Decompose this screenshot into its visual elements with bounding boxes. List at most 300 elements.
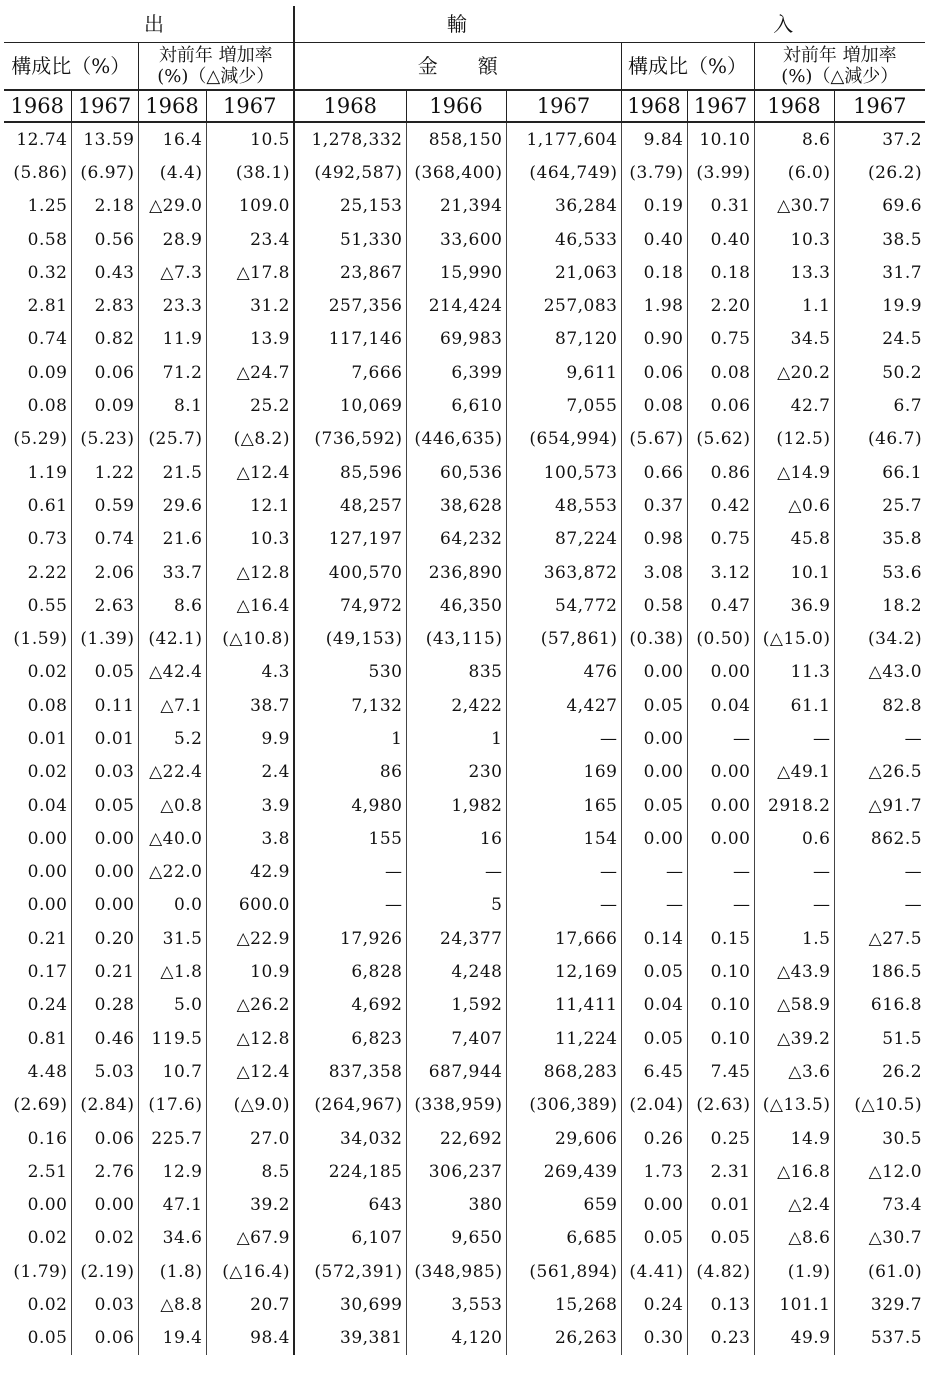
table-cell: 687,944 xyxy=(406,1055,506,1088)
table-cell: 0.02 xyxy=(27,1228,68,1249)
table-row xyxy=(4,989,925,1022)
table-cell: △20.2 xyxy=(754,356,834,389)
table-cell: 12,169 xyxy=(506,955,621,988)
table-cell: △2.4 xyxy=(754,1189,834,1222)
table-cell: 0.13 xyxy=(687,1288,754,1321)
table-cell: (2.84) xyxy=(71,1089,138,1122)
table-cell: 7,132 xyxy=(294,689,406,722)
table-cell: 476 xyxy=(506,656,621,689)
table-cell: 230 xyxy=(406,756,506,789)
table-cell: 51.5 xyxy=(834,1022,925,1055)
table-cell: — xyxy=(506,722,621,755)
table-cell: 0.05 xyxy=(621,1222,687,1255)
table-cell: 2.76 xyxy=(71,1155,138,1188)
table-cell: △8.6 xyxy=(754,1222,834,1255)
table-cell: 5.03 xyxy=(71,1055,138,1088)
table-cell: 4,427 xyxy=(506,689,621,722)
table-cell: 6,107 xyxy=(294,1222,406,1255)
table-cell: 17,926 xyxy=(294,922,406,955)
table-cell: △67.9 xyxy=(206,1222,294,1255)
table-cell: △30.7 xyxy=(834,1222,925,1255)
table-cell: 23,867 xyxy=(294,256,406,289)
table-cell: 8.1 xyxy=(138,389,206,422)
table-cell: 0.08 xyxy=(687,356,754,389)
table-cell: 24.5 xyxy=(834,323,925,356)
table-cell: △14.9 xyxy=(754,456,834,489)
table-cell: 31.7 xyxy=(834,256,925,289)
table-cell: 0.00 xyxy=(621,822,687,855)
table-cell: (348,985) xyxy=(406,1255,506,1288)
table-cell: 6,399 xyxy=(406,356,506,389)
import-title xyxy=(294,6,925,43)
table-cell: 30.5 xyxy=(834,1122,925,1155)
table-cell: (5.86) xyxy=(13,162,68,183)
table-cell: 33.7 xyxy=(138,556,206,589)
table-cell: — xyxy=(621,856,687,889)
table-cell: 10.5 xyxy=(206,122,294,156)
table-cell: 2918.2 xyxy=(754,789,834,822)
table-cell: 21,394 xyxy=(406,190,506,223)
table-cell: 0.20 xyxy=(71,922,138,955)
table-cell: 2.31 xyxy=(687,1155,754,1188)
table-cell: 6.7 xyxy=(834,389,925,422)
table-cell: 46,350 xyxy=(406,589,506,622)
table-cell: 29.6 xyxy=(138,489,206,522)
table-cell: 9,650 xyxy=(406,1222,506,1255)
table-cell: 10.3 xyxy=(206,523,294,556)
table-cell: (6.97) xyxy=(71,156,138,189)
table-cell: 73.4 xyxy=(834,1189,925,1222)
table-cell: 0.00 xyxy=(27,1195,68,1216)
table-cell: (4.82) xyxy=(687,1255,754,1288)
year-header-cell: 1968 xyxy=(138,90,206,122)
table-cell: 0.00 xyxy=(27,828,68,849)
table-cell: (368,400) xyxy=(406,156,506,189)
table-cell: 0.21 xyxy=(27,928,68,949)
table-cell: 0.02 xyxy=(27,662,68,683)
table-cell: 0.08 xyxy=(27,396,68,417)
table-cell: (736,592) xyxy=(294,423,406,456)
table-cell: 0.05 xyxy=(27,1328,68,1349)
import-growth-header xyxy=(754,43,925,91)
table-cell: (4.4) xyxy=(138,156,206,189)
table-row xyxy=(4,223,925,256)
table-cell: 8.6 xyxy=(138,589,206,622)
table-cell: — xyxy=(754,889,834,922)
table-cell: 0.04 xyxy=(27,795,68,816)
table-cell: 0.00 xyxy=(71,822,138,855)
table-cell: 61.1 xyxy=(754,689,834,722)
table-cell: 71.2 xyxy=(138,356,206,389)
table-cell: 9.84 xyxy=(621,122,687,156)
table-cell: — xyxy=(294,856,406,889)
table-cell: (1.79) xyxy=(13,1261,68,1282)
table-cell: 2.18 xyxy=(71,190,138,223)
table-cell: (2.63) xyxy=(687,1089,754,1122)
table-row xyxy=(4,1089,925,1122)
table-cell: 17,666 xyxy=(506,922,621,955)
table-cell: 10.10 xyxy=(687,122,754,156)
export-growth-header xyxy=(138,43,294,91)
table-cell: △30.7 xyxy=(754,190,834,223)
year-header-cell: 1968 xyxy=(621,90,687,122)
year-header-cell: 1967 xyxy=(834,90,925,122)
table-cell: 26.2 xyxy=(834,1055,925,1088)
table-cell: 0.24 xyxy=(621,1288,687,1321)
export-share-header: 構成比（%） xyxy=(4,43,138,91)
table-cell: 2.06 xyxy=(71,556,138,589)
table-cell: 186.5 xyxy=(834,955,925,988)
table-cell: 23.3 xyxy=(138,289,206,322)
table-cell: 87,224 xyxy=(506,523,621,556)
table-cell: 0.00 xyxy=(621,722,687,755)
table-cell: 29,606 xyxy=(506,1122,621,1155)
table-cell: 38.7 xyxy=(206,689,294,722)
table-cell: — xyxy=(506,889,621,922)
table-cell: △7.3 xyxy=(138,256,206,289)
table-cell: 0.55 xyxy=(27,595,68,616)
table-row xyxy=(4,1322,925,1355)
table-cell: 0.00 xyxy=(687,822,754,855)
table-cell: △8.8 xyxy=(138,1288,206,1321)
table-cell: 868,283 xyxy=(506,1055,621,1088)
table-cell: 0.06 xyxy=(621,356,687,389)
table-cell: 0.03 xyxy=(71,1288,138,1321)
table-cell: 14.9 xyxy=(754,1122,834,1155)
table-cell: 4,248 xyxy=(406,955,506,988)
table-cell: 0.74 xyxy=(71,523,138,556)
table-cell: 0.11 xyxy=(71,689,138,722)
table-cell: (0.38) xyxy=(621,622,687,655)
table-cell: 1.98 xyxy=(621,289,687,322)
table-cell: 0.32 xyxy=(27,262,68,283)
table-cell: 0.56 xyxy=(71,223,138,256)
table-cell: (6.0) xyxy=(754,156,834,189)
table-cell: 0.02 xyxy=(27,1295,68,1316)
table-cell: 858,150 xyxy=(406,122,506,156)
table-cell: 0.00 xyxy=(687,756,754,789)
table-cell: 109.0 xyxy=(206,190,294,223)
table-cell: 30,699 xyxy=(294,1288,406,1321)
table-row xyxy=(4,1222,925,1255)
table-cell: 643 xyxy=(294,1189,406,1222)
table-cell: (61.0) xyxy=(834,1255,925,1288)
table-cell: 0.43 xyxy=(71,256,138,289)
table-cell: △39.2 xyxy=(754,1022,834,1055)
table-cell: 7,407 xyxy=(406,1022,506,1055)
table-cell: (34.2) xyxy=(834,622,925,655)
table-cell: (26.2) xyxy=(834,156,925,189)
table-cell: 16 xyxy=(406,822,506,855)
table-cell: (3.99) xyxy=(687,156,754,189)
table-cell: 0.02 xyxy=(71,1222,138,1255)
table-cell: 69,983 xyxy=(406,323,506,356)
table-cell: (4.41) xyxy=(621,1255,687,1288)
table-cell: (△15.0) xyxy=(754,622,834,655)
table-cell: 19.9 xyxy=(834,289,925,322)
table-cell: 0.05 xyxy=(621,689,687,722)
table-cell: △12.4 xyxy=(206,1055,294,1088)
table-cell: 4.48 xyxy=(27,1061,68,1082)
table-cell: 257,356 xyxy=(294,289,406,322)
table-row xyxy=(4,756,925,789)
table-cell: 0.0 xyxy=(138,889,206,922)
table-cell: 66.1 xyxy=(834,456,925,489)
table-cell: 49.9 xyxy=(754,1322,834,1355)
table-cell: 1.5 xyxy=(754,922,834,955)
table-row xyxy=(4,256,925,289)
table-cell: 2.22 xyxy=(27,562,68,583)
table-cell: 154 xyxy=(506,822,621,855)
table-cell: 363,872 xyxy=(506,556,621,589)
table-cell: 15,268 xyxy=(506,1288,621,1321)
table-cell: 98.4 xyxy=(206,1322,294,1355)
table-cell: (572,391) xyxy=(294,1255,406,1288)
table-cell: 34.6 xyxy=(138,1222,206,1255)
table-cell: 0.18 xyxy=(687,256,754,289)
table-cell: 39.2 xyxy=(206,1189,294,1222)
table-cell: 0.05 xyxy=(687,1222,754,1255)
table-cell: 0.05 xyxy=(71,789,138,822)
table-cell: 82.8 xyxy=(834,689,925,722)
table-cell: 1,982 xyxy=(406,789,506,822)
table-cell: 45.8 xyxy=(754,523,834,556)
table-cell: 1.73 xyxy=(621,1155,687,1188)
table-cell: 0.06 xyxy=(687,389,754,422)
table-cell: 0.06 xyxy=(71,356,138,389)
table-cell: (5.23) xyxy=(71,423,138,456)
table-cell: 10.1 xyxy=(754,556,834,589)
table-cell: 0.00 xyxy=(621,656,687,689)
table-cell: — xyxy=(687,722,754,755)
table-cell: 11.3 xyxy=(754,656,834,689)
import-growth-header-line2: (%)（△減少） xyxy=(781,66,899,87)
table-cell: △16.8 xyxy=(754,1155,834,1188)
table-cell: (3.79) xyxy=(621,156,687,189)
table-cell: 0.73 xyxy=(27,529,68,550)
table-cell: 48,257 xyxy=(294,489,406,522)
table-cell: 0.05 xyxy=(71,656,138,689)
table-cell: 2.4 xyxy=(206,756,294,789)
table-row xyxy=(4,389,925,422)
table-cell: △43.9 xyxy=(754,955,834,988)
table-cell: 36,284 xyxy=(506,190,621,223)
table-cell: 0.08 xyxy=(621,389,687,422)
table-cell: 4.3 xyxy=(206,656,294,689)
table-cell: 7,666 xyxy=(294,356,406,389)
table-cell: 537.5 xyxy=(834,1322,925,1355)
export-growth-header-line2: (%)（△減少） xyxy=(157,66,275,87)
table-cell: 101.1 xyxy=(754,1288,834,1321)
import-amount-header: 金 額 xyxy=(294,43,621,91)
table-cell: 0.18 xyxy=(621,256,687,289)
table-cell: 12.9 xyxy=(138,1155,206,1188)
table-cell: 0.00 xyxy=(27,862,68,883)
table-cell: 50.2 xyxy=(834,356,925,389)
table-cell: (46.7) xyxy=(834,423,925,456)
table-cell: 0.14 xyxy=(621,922,687,955)
table-cell: 0.06 xyxy=(71,1122,138,1155)
table-cell: 34.5 xyxy=(754,323,834,356)
table-cell: △22.9 xyxy=(206,922,294,955)
table-cell: 69.6 xyxy=(834,190,925,223)
table-cell: (38.1) xyxy=(206,156,294,189)
table-cell: 28.9 xyxy=(138,223,206,256)
table-cell: 6,685 xyxy=(506,1222,621,1255)
year-header-row xyxy=(4,90,925,122)
table-cell: 25.7 xyxy=(834,489,925,522)
table-cell: 39,381 xyxy=(294,1322,406,1355)
table-cell: 0.25 xyxy=(687,1122,754,1155)
table-cell: (5.67) xyxy=(621,423,687,456)
table-cell: 11.9 xyxy=(138,323,206,356)
export-title: 出 xyxy=(4,6,294,43)
table-cell: 0.01 xyxy=(27,728,68,749)
table-cell: △29.0 xyxy=(138,190,206,223)
table-cell: 0.37 xyxy=(621,489,687,522)
table-cell: 155 xyxy=(294,822,406,855)
table-cell: — xyxy=(406,856,506,889)
table-cell: 12.74 xyxy=(16,129,68,150)
table-cell: 6,828 xyxy=(294,955,406,988)
table-cell: 117,146 xyxy=(294,323,406,356)
table-cell: 9,611 xyxy=(506,356,621,389)
table-cell: (△13.5) xyxy=(754,1089,834,1122)
table-cell: 5 xyxy=(406,889,506,922)
table-cell: 2.81 xyxy=(27,296,68,317)
table-cell: 0.90 xyxy=(621,323,687,356)
table-cell: 11,224 xyxy=(506,1022,621,1055)
table-cell: 214,424 xyxy=(406,289,506,322)
table-row xyxy=(4,1022,925,1055)
table-cell: △91.7 xyxy=(834,789,925,822)
table-row xyxy=(4,423,925,456)
table-row xyxy=(4,1255,925,1288)
table-cell: 74,972 xyxy=(294,589,406,622)
table-cell: △58.9 xyxy=(754,989,834,1022)
export-growth-header-line1: 対前年 増加率 xyxy=(158,45,273,66)
table-cell: 31.2 xyxy=(206,289,294,322)
table-cell: △12.4 xyxy=(206,456,294,489)
table-cell: 0.58 xyxy=(621,589,687,622)
table-cell: 1 xyxy=(294,722,406,755)
table-cell: 15,990 xyxy=(406,256,506,289)
table-cell: 616.8 xyxy=(834,989,925,1022)
table-cell: 46,533 xyxy=(506,223,621,256)
table-row xyxy=(4,1288,925,1321)
table-cell: 48,553 xyxy=(506,489,621,522)
table-cell: 4,980 xyxy=(294,789,406,822)
import-title-right: 入 xyxy=(773,12,794,36)
table-cell: △22.4 xyxy=(138,756,206,789)
table-row xyxy=(4,789,925,822)
table-cell: (25.7) xyxy=(138,423,206,456)
table-cell: 0.06 xyxy=(71,1322,138,1355)
table-cell: (1.9) xyxy=(754,1255,834,1288)
table-row xyxy=(4,489,925,522)
table-cell: 0.46 xyxy=(71,1022,138,1055)
table-cell: 24,377 xyxy=(406,922,506,955)
table-cell: 0.30 xyxy=(621,1322,687,1355)
table-cell: 0.10 xyxy=(687,955,754,988)
table-cell: 1,278,332 xyxy=(294,122,406,156)
table-row xyxy=(4,955,925,988)
table-cell: 10,069 xyxy=(294,389,406,422)
table-cell: 3.8 xyxy=(206,822,294,855)
table-cell: 100,573 xyxy=(506,456,621,489)
table-row xyxy=(4,1189,925,1222)
table-cell: 18.2 xyxy=(834,589,925,622)
table-cell: 21,063 xyxy=(506,256,621,289)
table-cell: 236,890 xyxy=(406,556,506,589)
table-cell: 0.00 xyxy=(71,1189,138,1222)
table-cell: 0.00 xyxy=(687,789,754,822)
table-cell: 6.45 xyxy=(621,1055,687,1088)
table-cell: 269,439 xyxy=(506,1155,621,1188)
table-cell: 7,055 xyxy=(506,389,621,422)
table-cell: — xyxy=(687,889,754,922)
table-cell: (2.19) xyxy=(71,1255,138,1288)
table-cell: 165 xyxy=(506,789,621,822)
table-cell: 23.4 xyxy=(206,223,294,256)
table-cell: (△9.0) xyxy=(206,1089,294,1122)
year-header-cell: 1967 xyxy=(71,90,138,122)
table-cell: 0.58 xyxy=(27,229,68,250)
table-cell: 11,411 xyxy=(506,989,621,1022)
table-cell: (264,967) xyxy=(294,1089,406,1122)
table-cell: 8.6 xyxy=(754,122,834,156)
table-cell: 3,553 xyxy=(406,1288,506,1321)
table-cell: △0.6 xyxy=(754,489,834,522)
table-cell: 0.09 xyxy=(27,362,68,383)
table-cell: — xyxy=(834,856,925,889)
table-cell: 13.9 xyxy=(206,323,294,356)
table-cell: 2.63 xyxy=(71,589,138,622)
table-row xyxy=(4,589,925,622)
table-cell: 19.4 xyxy=(138,1322,206,1355)
table-cell: 13.59 xyxy=(71,122,138,156)
table-cell: 0.05 xyxy=(621,955,687,988)
table-cell: 0.31 xyxy=(687,190,754,223)
table-row xyxy=(4,622,925,655)
table-cell: (654,994) xyxy=(506,423,621,456)
table-cell: △7.1 xyxy=(138,689,206,722)
table-cell: (1.8) xyxy=(138,1255,206,1288)
table-cell: 0.74 xyxy=(27,329,68,350)
table-row xyxy=(4,689,925,722)
table-cell: 862.5 xyxy=(834,822,925,855)
table-cell: △24.7 xyxy=(206,356,294,389)
table-cell: 0.24 xyxy=(27,995,68,1016)
table-cell: (5.29) xyxy=(13,429,68,450)
table-cell: 5.0 xyxy=(138,989,206,1022)
year-header-cell: 1968 xyxy=(754,90,834,122)
table-cell: 0.21 xyxy=(71,955,138,988)
table-cell: 6,823 xyxy=(294,1022,406,1055)
table-body xyxy=(4,122,925,1355)
table-cell: 64,232 xyxy=(406,523,506,556)
table-cell: 33,600 xyxy=(406,223,506,256)
import-share-header: 構成比（%） xyxy=(621,43,754,91)
table-cell: △26.5 xyxy=(834,756,925,789)
table-cell: 85,596 xyxy=(294,456,406,489)
table-cell: 34,032 xyxy=(294,1122,406,1155)
table-cell: 0.15 xyxy=(687,922,754,955)
table-cell: 10.3 xyxy=(754,223,834,256)
table-cell: 1 xyxy=(406,722,506,755)
table-cell: 0.75 xyxy=(687,523,754,556)
table-row xyxy=(4,523,925,556)
